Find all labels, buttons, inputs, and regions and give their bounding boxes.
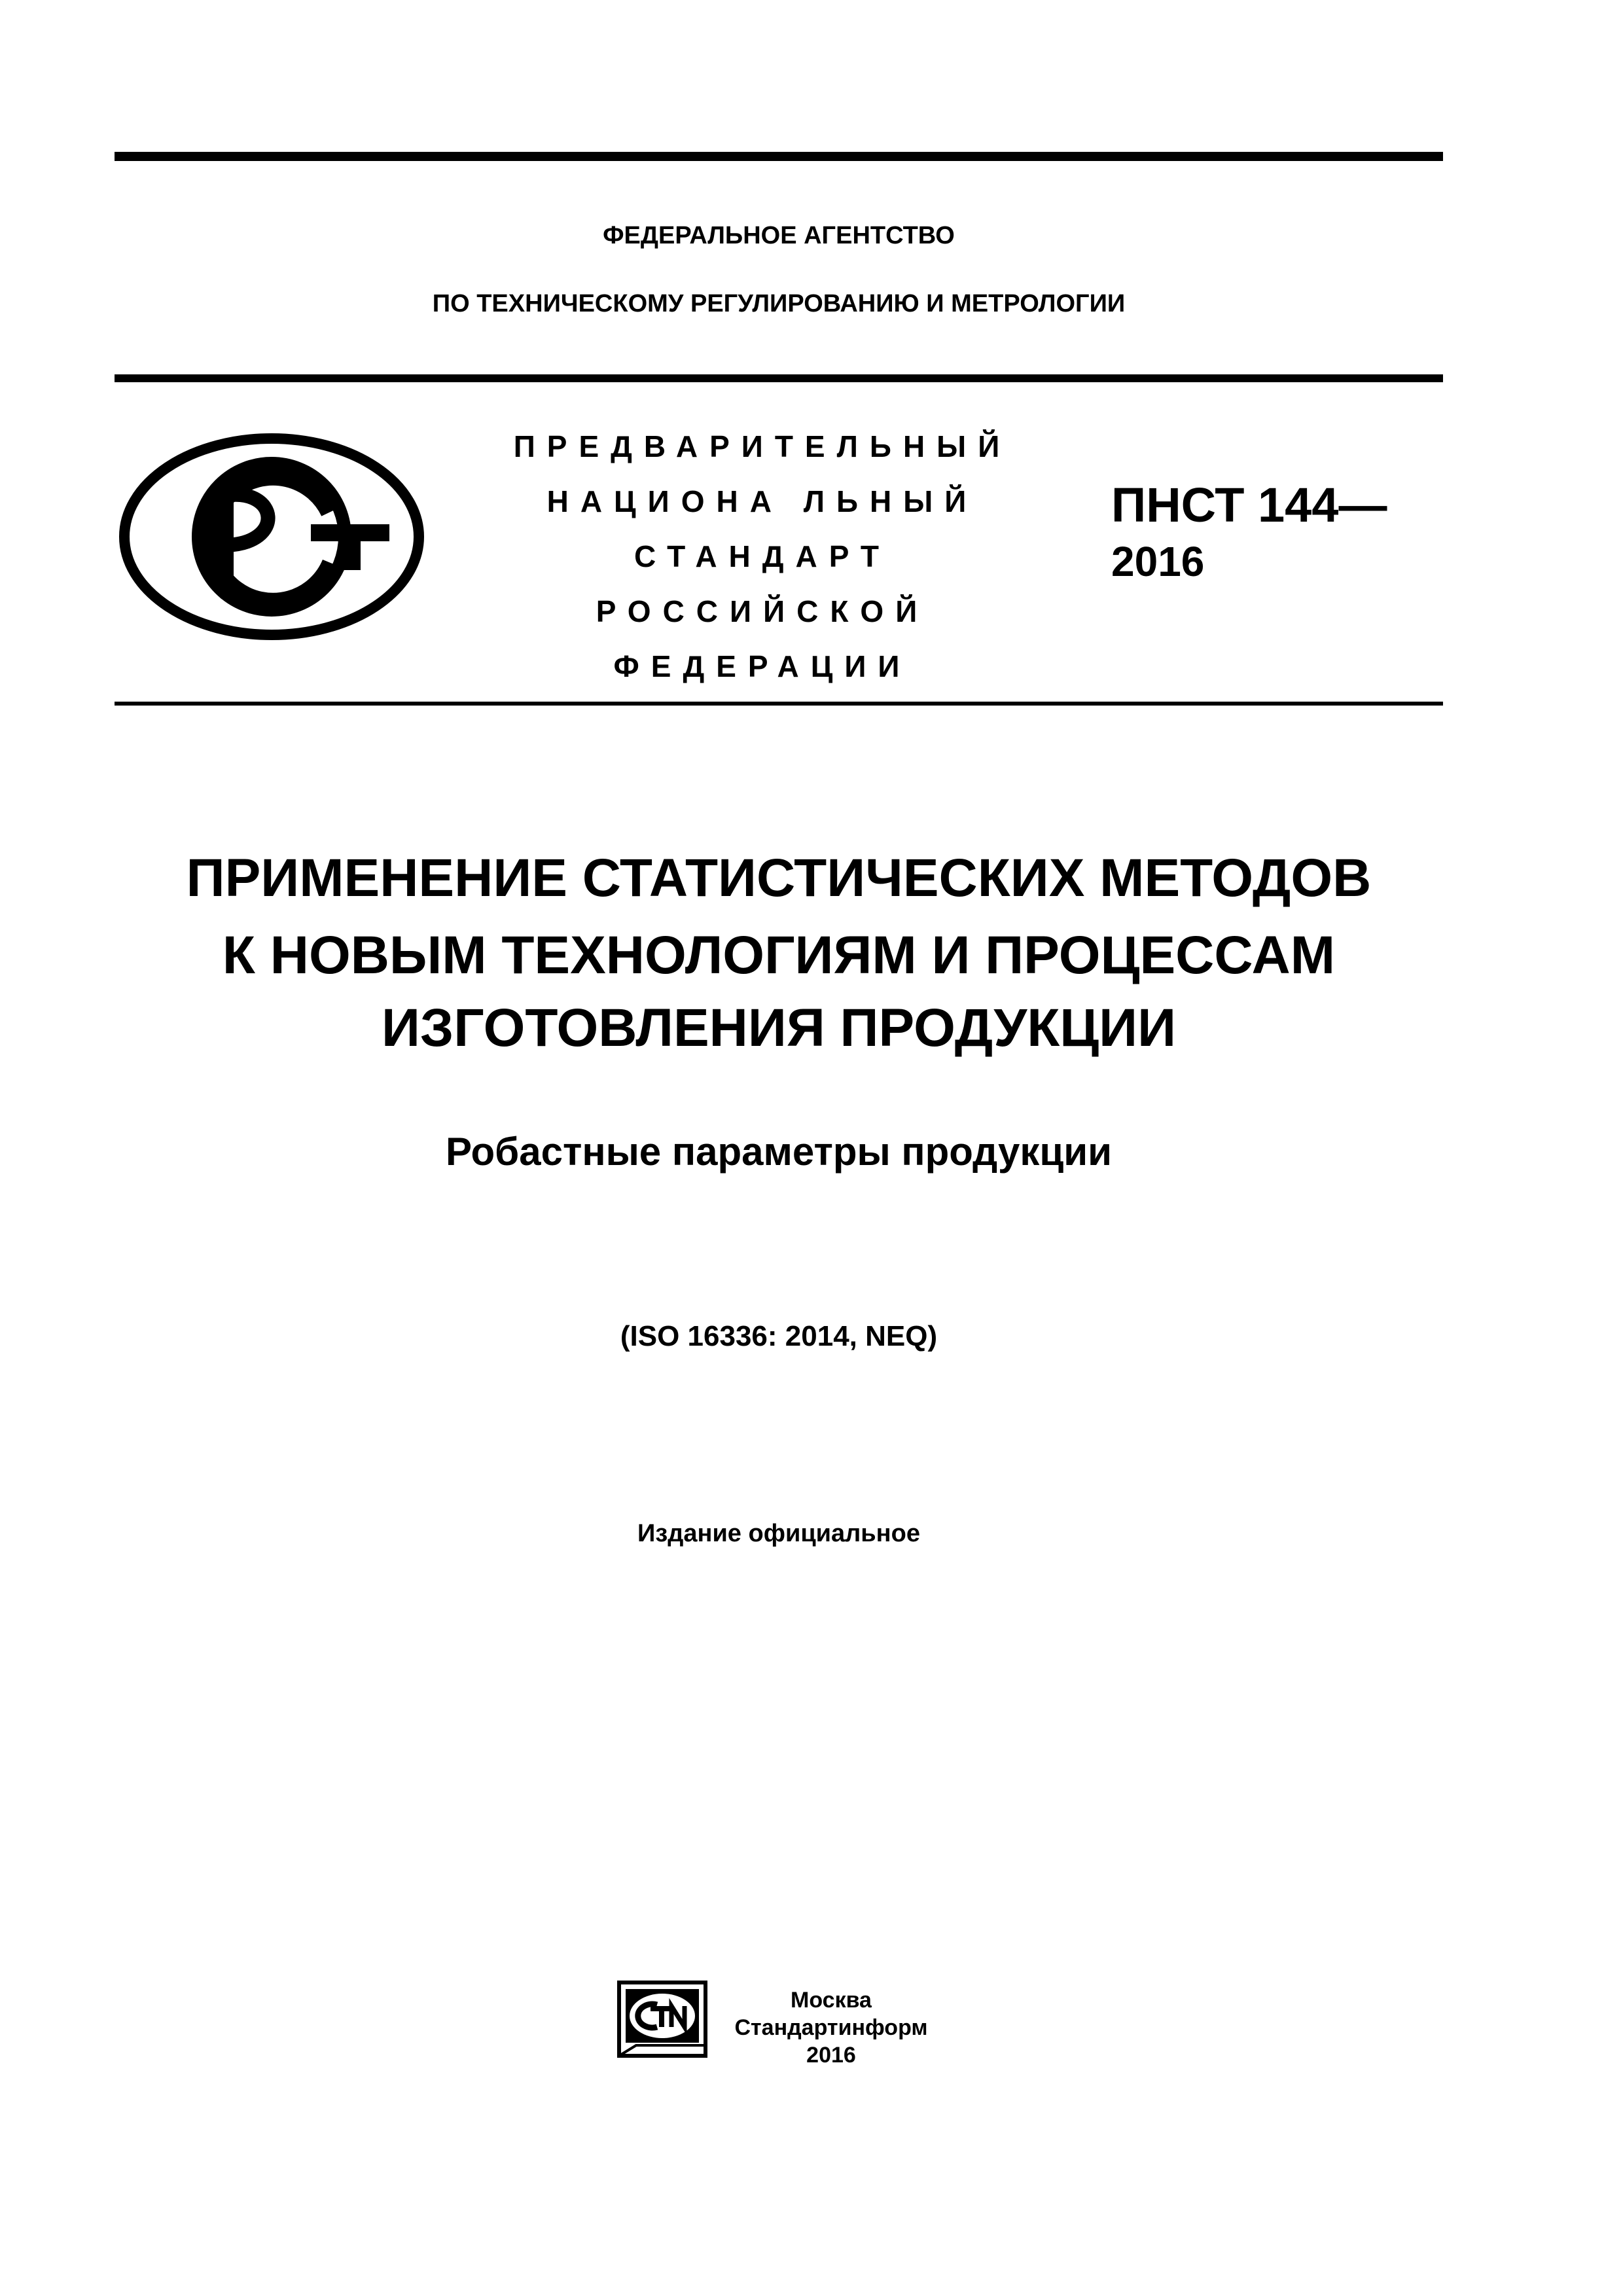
standard-year: 2016 [1111,538,1205,585]
standard-type-line: РОССИЙСКОЙ [596,594,929,628]
rst-certification-mark-icon [115,429,429,645]
standard-type-line: ПРЕДВАРИТЕЛЬНЫЙ [513,429,1012,463]
standard-type-line: СТАНДАРТ [634,539,891,573]
agency-name-line-1: ФЕДЕРАЛЬНОЕ АГЕНТСТВО [603,222,955,249]
standard-designation: ПНСТ 144— [1111,478,1387,532]
top-divider [115,152,1443,161]
publisher-imprint [726,1986,936,2069]
sti-publisher-logo-icon [616,1980,708,2058]
publisher-city: Москва [791,1988,872,2013]
document-title-line-3: ИЗГОТОВЛЕНИЯ ПРОДУКЦИИ [381,998,1177,1058]
standard-type-line: ФЕДЕРАЦИИ [613,649,912,683]
publisher-name: Стандартинформ [734,2015,928,2040]
agency-name-line-2: ПО ТЕХНИЧЕСКОМУ РЕГУЛИРОВАНИЮ И МЕТРОЛОГИИ [432,290,1126,317]
standard-type-line: НАЦИОНА ЛЬНЫЙ [546,484,978,518]
title-divider [115,702,1443,706]
iso-reference: (ISO 16336: 2014, NEQ) [620,1320,938,1352]
document-title-line-1: ПРИМЕНЕНИЕ СТАТИСТИЧЕСКИХ МЕТОДОВ [186,848,1372,908]
edition-note: Издание официальное [637,1520,920,1547]
document-subtitle: Робастные параметры продукции [445,1130,1113,1174]
header-divider [115,374,1443,382]
standard-type [484,419,1041,694]
publisher-year: 2016 [806,2043,856,2068]
document-title-line-2: К НОВЫМ ТЕХНОЛОГИЯМ И ПРОЦЕССАМ [222,925,1336,985]
